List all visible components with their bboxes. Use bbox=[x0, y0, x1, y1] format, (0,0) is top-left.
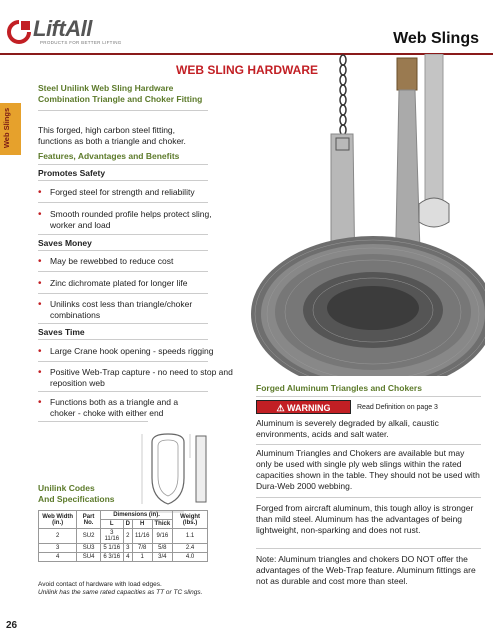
side-tab-label: Web Slings bbox=[2, 107, 11, 149]
list-item: • Zinc dichromate plated for longer life bbox=[36, 278, 216, 289]
table-cell: 1 bbox=[132, 553, 152, 562]
intro-heading-2: Combination Triangle and Choker Fitting bbox=[38, 94, 203, 104]
col-weight: Weight (lbs.) bbox=[173, 511, 208, 529]
web-sling-hardware-photo bbox=[213, 54, 485, 384]
warning-badge bbox=[256, 400, 351, 414]
table-row bbox=[39, 544, 208, 553]
divider bbox=[256, 444, 481, 445]
aluminum-p2: Aluminum Triangles and Chokers are available but may only be used with single ply web slings within the rated capacities shown in the table. They should not be used with Dura-Web 2000 webbing. bbox=[256, 448, 480, 491]
group-title-time: Saves Time bbox=[38, 327, 85, 337]
table-cell: 3 bbox=[39, 544, 77, 553]
divider bbox=[256, 548, 481, 549]
col-part-no: Part No. bbox=[77, 511, 101, 529]
intro-heading-1: Steel Unilink Web Sling Hardware bbox=[38, 83, 174, 93]
col-H: H bbox=[132, 520, 152, 529]
specs-note-2: Unilink has the same rated capacities as TT or TC slings. bbox=[38, 589, 203, 596]
list-item: • May be rewebbed to reduce cost bbox=[36, 256, 216, 267]
divider bbox=[38, 361, 208, 362]
brand-tagline: PRODUCTS FOR BETTER LIFTING bbox=[40, 40, 122, 45]
table-cell: 3 bbox=[123, 544, 132, 553]
divider bbox=[38, 339, 208, 340]
aluminum-p4: Note: Aluminum triangles and chokers DO NOT offer the advantages of the Web-Trap feature. Aluminum fittings are not as durable and cost more than steel. bbox=[256, 554, 476, 586]
divider bbox=[256, 497, 481, 498]
divider bbox=[38, 421, 148, 422]
specs-heading-2: And Specifications bbox=[38, 494, 115, 504]
table-cell: 9/16 bbox=[152, 529, 173, 544]
list-item: • Forged steel for strength and reliability bbox=[36, 187, 216, 198]
table-cell: SU2 bbox=[77, 529, 101, 544]
aluminum-heading: Forged Aluminum Triangles and Chokers bbox=[256, 383, 422, 393]
specs-heading-1: Unilink Codes bbox=[38, 483, 95, 493]
divider bbox=[38, 234, 208, 235]
table-cell: 3/4 bbox=[152, 553, 173, 562]
table-cell: 2.4 bbox=[173, 544, 208, 553]
table-cell: 2 bbox=[39, 529, 77, 544]
divider bbox=[38, 250, 208, 251]
table-cell: 11/16 bbox=[132, 529, 152, 544]
liftall-logo-icon bbox=[6, 19, 32, 45]
table-cell: SU4 bbox=[77, 553, 101, 562]
table-cell: 2 bbox=[123, 529, 132, 544]
list-item: • Smooth rounded profile helps protect sling, worker and load bbox=[36, 209, 216, 231]
group-title-safety: Promotes Safety bbox=[38, 168, 106, 178]
warning-label: WARNING bbox=[287, 403, 331, 413]
col-L: L bbox=[100, 520, 123, 529]
divider bbox=[38, 110, 208, 111]
features-heading: Features, Advantages and Benefits bbox=[38, 151, 180, 161]
divider bbox=[38, 293, 208, 294]
table-cell: 5/8 bbox=[152, 544, 173, 553]
section-title: WEB SLING HARDWARE bbox=[176, 63, 318, 77]
table-cell: 1.1 bbox=[173, 529, 208, 544]
list-item: • Unilinks cost less than triangle/choker combinations bbox=[36, 299, 206, 321]
table-cell: 7/8 bbox=[132, 544, 152, 553]
col-D: D bbox=[123, 520, 132, 529]
table-cell: 4 bbox=[123, 553, 132, 562]
page-header-title: Web Slings bbox=[393, 30, 479, 47]
table-cell: 4.0 bbox=[173, 553, 208, 562]
aluminum-p1: Aluminum is severely degraded by alkali, caustic environments, acids and salt water. bbox=[256, 418, 439, 439]
col-web-width: Web Width (in.) bbox=[39, 511, 77, 529]
divider bbox=[38, 323, 208, 324]
warning-triangle-icon: ⚠ bbox=[276, 403, 285, 413]
intro-text: This forged, high carbon steel fitting, functions as both a triangle and choker. bbox=[38, 125, 186, 146]
brand-name: LiftAll bbox=[33, 16, 92, 41]
page-number: 26 bbox=[6, 620, 18, 631]
table-cell: 4 bbox=[39, 553, 77, 562]
table-row bbox=[39, 553, 208, 562]
divider bbox=[38, 391, 208, 392]
table-cell: 6 3/16 bbox=[100, 553, 123, 562]
table-cell: 3 11/16 bbox=[100, 529, 123, 544]
col-thick: Thick bbox=[152, 520, 173, 529]
divider bbox=[38, 202, 208, 203]
col-dimensions: Dimensions (in). bbox=[100, 511, 172, 520]
table-row bbox=[39, 529, 208, 544]
group-title-money: Saves Money bbox=[38, 238, 92, 248]
list-item: • Large Crane hook opening - speeds rigging bbox=[36, 346, 216, 357]
table-cell: SU3 bbox=[77, 544, 101, 553]
unilink-drawing-icon bbox=[138, 428, 220, 520]
aluminum-p3: Forged from aircraft aluminum, this tough alloy is stronger than mild steel. Aluminum has the advantages of being lightweight, non-sparking and does not rust. bbox=[256, 503, 474, 535]
table-cell: 5 1/16 bbox=[100, 544, 123, 553]
list-item: • Functions both as a triangle and a choker - choke with either end bbox=[36, 397, 194, 419]
specs-table bbox=[38, 510, 208, 562]
divider bbox=[38, 271, 208, 272]
list-item: • Positive Web-Trap capture - no need to stop and reposition web bbox=[36, 367, 236, 389]
warning-note: Read Definition on page 3 bbox=[357, 404, 438, 411]
divider bbox=[256, 396, 481, 397]
specs-note-1: Avoid contact of hardware with load edges. bbox=[38, 581, 162, 588]
side-tab bbox=[0, 103, 21, 155]
divider bbox=[38, 164, 208, 165]
divider bbox=[38, 180, 208, 181]
